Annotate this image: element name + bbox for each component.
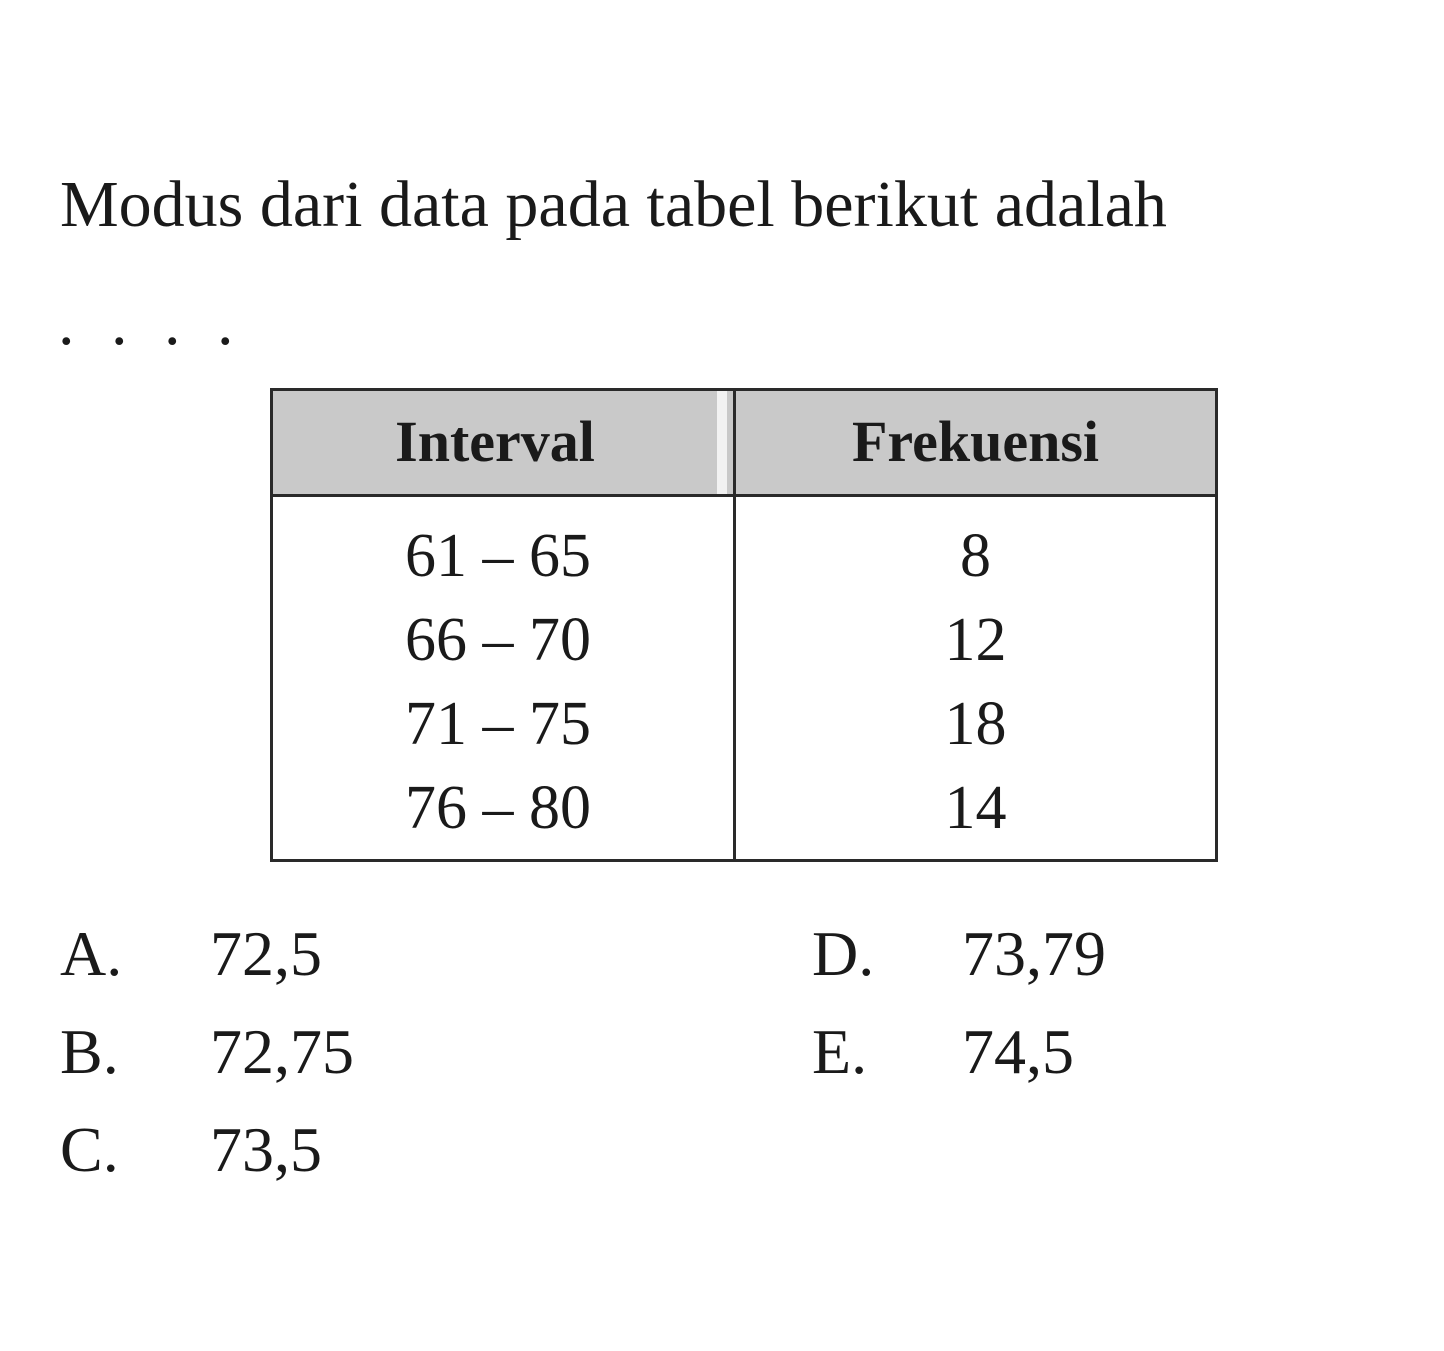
header-separator-highlight xyxy=(717,391,727,494)
table-row xyxy=(273,690,1215,777)
data-table xyxy=(270,388,1218,862)
question-ellipsis: . . . . xyxy=(58,286,244,359)
cell-frekuensi: 12 xyxy=(944,606,1007,674)
option-value: 73,5 xyxy=(210,1114,322,1185)
option-value: 73,79 xyxy=(962,918,1106,989)
cell-interval: 71 – 75 xyxy=(405,690,591,758)
option-d[interactable] xyxy=(812,918,1106,989)
option-value: 74,5 xyxy=(962,1016,1074,1087)
table-row xyxy=(273,606,1215,693)
header-frekuensi: Frekuensi xyxy=(851,409,1100,474)
header-interval: Interval xyxy=(395,409,595,474)
option-letter: C. xyxy=(60,1114,119,1185)
option-c[interactable] xyxy=(60,1114,322,1185)
cell-interval: 61 – 65 xyxy=(405,522,591,590)
cell-interval: 66 – 70 xyxy=(405,606,591,674)
cell-frekuensi: 18 xyxy=(944,690,1007,758)
option-value: 72,75 xyxy=(210,1016,354,1087)
option-letter: D. xyxy=(812,918,875,989)
option-b[interactable] xyxy=(60,1016,354,1087)
option-letter: A. xyxy=(60,918,123,989)
cell-frekuensi: 8 xyxy=(960,522,991,590)
table-header xyxy=(273,391,1215,497)
option-a[interactable] xyxy=(60,918,322,989)
table-row xyxy=(273,522,1215,609)
cell-interval: 76 – 80 xyxy=(405,774,591,842)
cell-frekuensi: 14 xyxy=(944,774,1007,842)
option-letter: E. xyxy=(812,1016,868,1087)
option-value: 72,5 xyxy=(210,918,322,989)
table-row xyxy=(273,774,1215,861)
option-e[interactable] xyxy=(812,1016,1074,1087)
question-text: Modus dari data pada tabel berikut adalah xyxy=(60,168,1167,241)
option-letter: B. xyxy=(60,1016,119,1087)
